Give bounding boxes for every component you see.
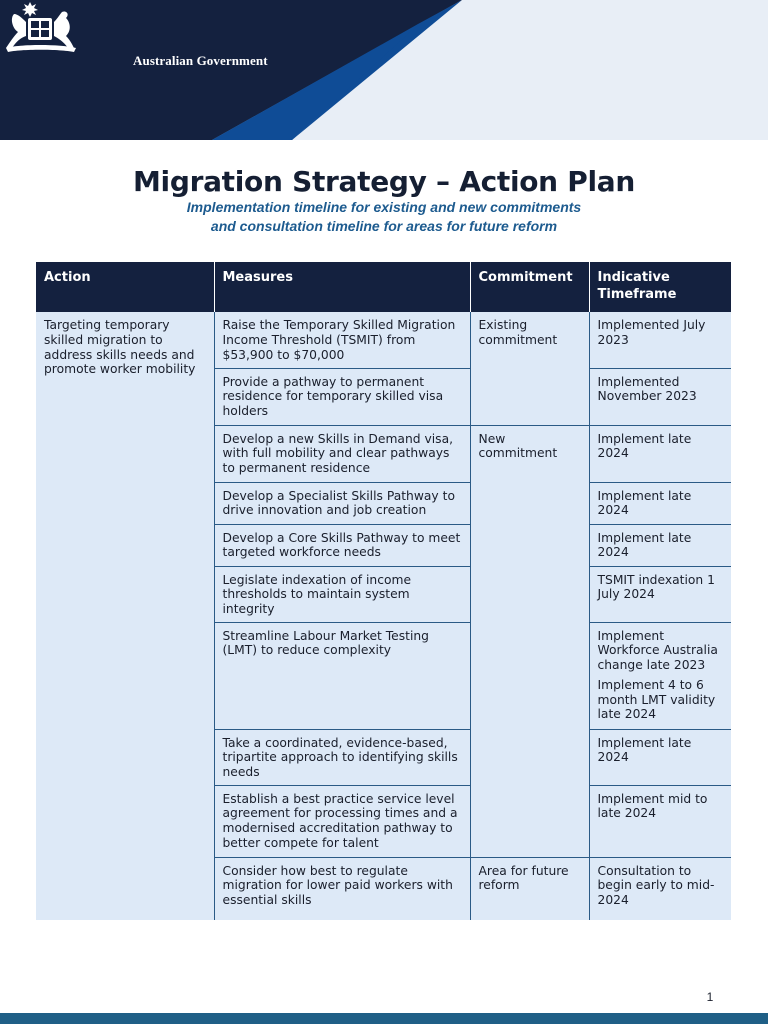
commitment-cell: New commitment	[470, 425, 589, 857]
page-title: Migration Strategy – Action Plan	[132, 165, 636, 198]
measure-cell: Develop a Core Skills Pathway to meet targeted workforce needs	[214, 524, 470, 566]
banner-graphic	[0, 0, 768, 140]
timeframe-cell: Implement late 2024	[589, 524, 731, 566]
measure-cell: Consider how best to regulate migration for lower paid workers with essential skills	[214, 857, 470, 920]
timeframe-text: Implement Workforce Australia change late 2023	[597, 628, 718, 673]
header-measures: Measures	[214, 262, 470, 312]
measure-cell: Take a coordinated, evidence-based, tripartite approach to identifying skills needs	[214, 729, 470, 785]
table-row	[36, 312, 731, 368]
measure-cell: Develop a new Skills in Demand visa, with full mobility and clear pathways to permanent residence	[214, 425, 470, 482]
action-cell: Targeting temporary skilled migration to address skills needs and promote worker mobility	[36, 312, 214, 920]
footer-bar	[0, 1013, 768, 1024]
measure-cell: Develop a Specialist Skills Pathway to drive innovation and job creation	[214, 482, 470, 524]
measure-cell: Legislate indexation of income thresholds to maintain system integrity	[214, 566, 470, 622]
header-timeframe: Indicative Timeframe	[589, 262, 731, 312]
timeframe-cell: Implemented July 2023	[589, 312, 731, 368]
header-commitment: Commitment	[470, 262, 589, 312]
measure-cell: Provide a pathway to permanent residence for temporary skilled visa holders	[214, 368, 470, 425]
government-name: Australian Government	[133, 53, 268, 68]
timeframe-cell: TSMIT indexation 1 July 2024	[589, 566, 731, 622]
subtitle-line: and consultation timeline for areas for future reform	[210, 218, 558, 234]
measure-cell: Raise the Temporary Skilled Migration Income Threshold (TSMIT) from $53,900 to $70,000	[214, 312, 470, 368]
commitment-cell: Existing commitment	[470, 312, 589, 425]
timeframe-cell	[589, 622, 731, 729]
timeframe-cell: Implement late 2024	[589, 729, 731, 785]
timeframe-cell: Consultation to begin early to mid-2024	[589, 857, 731, 920]
action-plan-table	[36, 262, 731, 920]
table-header-row	[36, 262, 731, 312]
timeframe-cell: Implement late 2024	[589, 425, 731, 482]
measure-cell: Streamline Labour Market Testing (LMT) to reduce complexity	[214, 622, 470, 729]
header-banner	[0, 0, 768, 140]
timeframe-cell: Implemented November 2023	[589, 368, 731, 425]
header-action: Action	[36, 262, 214, 312]
page-subtitle	[0, 198, 768, 236]
commitment-cell: Area for future reform	[470, 857, 589, 920]
timeframe-cell: Implement late 2024	[589, 482, 731, 524]
subtitle-line: Implementation timeline for existing and new commitments	[186, 199, 582, 215]
measure-cell: Establish a best practice service level agreement for processing times and a modernised accreditation pathway to better compete for talent	[214, 785, 470, 857]
coat-of-arms-icon	[0, 0, 80, 54]
timeframe-cell: Implement mid to late 2024	[589, 785, 731, 857]
timeframe-text: Implement 4 to 6 month LMT validity late 2024	[597, 677, 716, 722]
page-number: 1	[706, 990, 714, 1004]
